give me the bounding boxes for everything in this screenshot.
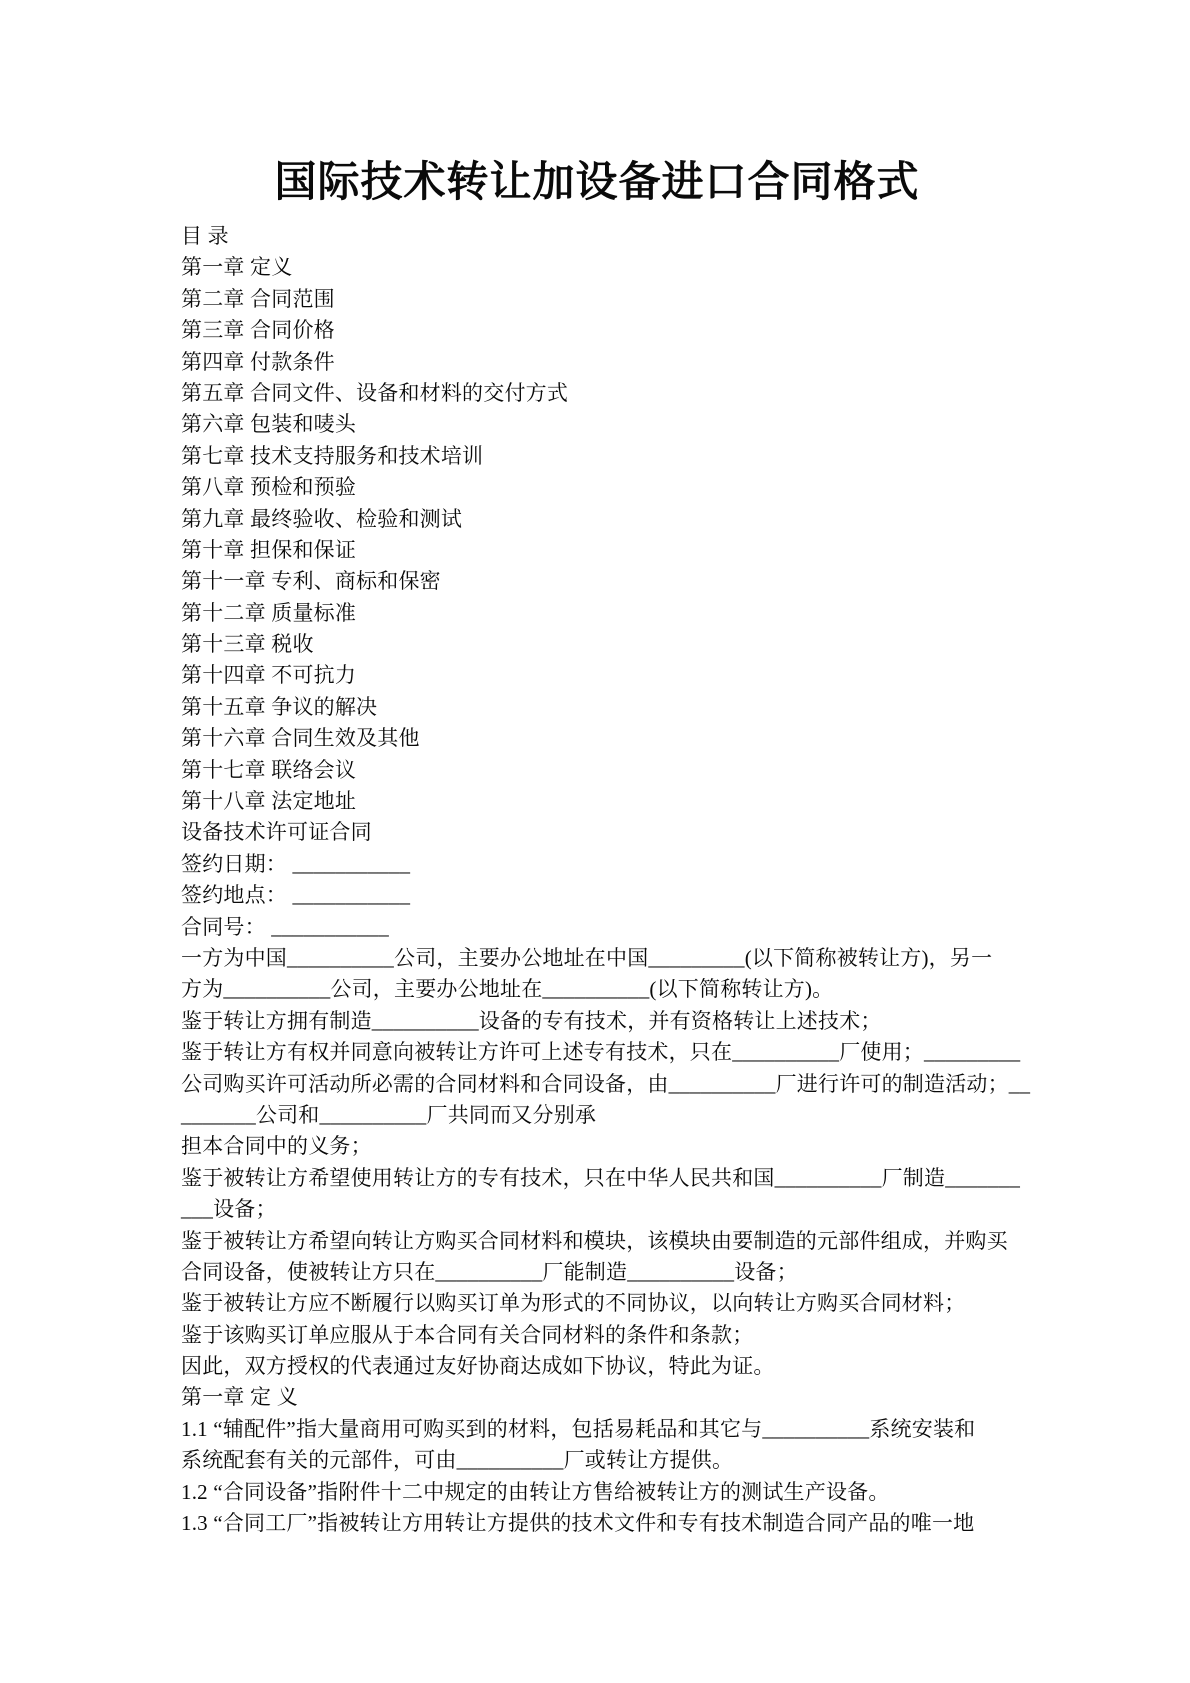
toc-item-chapter-16: 第十六章 合同生效及其他 — [181, 726, 420, 751]
toc-item-chapter-3: 第三章 合同价格 — [181, 318, 335, 343]
preamble-line-8: 鉴于被转让方希望使用转让方的专有技术，只在中华人民共和国__________厂制造_______ — [181, 1165, 1021, 1190]
clause-1-2-line-1: 1.2 “合同设备”指附件十二中规定的由转让方售给被转让方的测试生产设备。 — [181, 1479, 890, 1504]
document-body — [181, 221, 1031, 1539]
document-title: 国际技术转让加设备进口合同格式 — [274, 160, 920, 206]
preamble-line-11: 合同设备，使被转让方只在__________厂能制造__________设备； — [181, 1259, 798, 1284]
preamble-line-4: 鉴于转让方有权并同意向被转让方许可上述专有技术，只在__________厂使用；_________ — [181, 1040, 1021, 1065]
clause-1-3-line-1: 1.3 “合同工厂”指被转让方用转让方提供的技术文件和专有技术制造合同产品的唯一地 — [181, 1511, 975, 1536]
preamble-line-3: 鉴于转让方拥有制造__________设备的专有技术，并有资格转让上述技术； — [181, 1008, 882, 1033]
preamble-line-12: 鉴于被转让方应不断履行以购买订单为形式的不同协议，以向转让方购买合同材料； — [181, 1291, 966, 1316]
preamble-line-5: 公司购买许可活动所必需的合同材料和合同设备，由__________厂进行许可的制造活动；__ — [181, 1071, 1031, 1096]
toc-item-chapter-2: 第二章 合同范围 — [181, 286, 335, 311]
toc-item-chapter-18: 第十八章 法定地址 — [181, 789, 357, 814]
preamble-line-10: 鉴于被转让方希望向转让方购买合同材料和模块，该模块由要制造的元部件组成，并购买 — [181, 1228, 1008, 1253]
toc-item-chapter-4: 第四章 付款条件 — [181, 349, 335, 374]
clause-1-1-line-1: 1.1 “辅配件”指大量商用可购买到的材料，包括易耗品和其它与__________系统安装和 — [181, 1416, 976, 1441]
toc-item-chapter-15: 第十五章 争议的解决 — [181, 694, 378, 719]
toc-item-chapter-7: 第七章 技术支持服务和技术培训 — [181, 443, 484, 468]
toc-item-chapter-10: 第十章 担保和保证 — [181, 537, 357, 562]
toc-item-chapter-1: 第一章 定义 — [181, 255, 293, 280]
preamble-line-13: 鉴于该购买订单应服从于本合同有关合同材料的条件和条款； — [181, 1322, 754, 1347]
toc-item-chapter-5: 第五章 合同文件、设备和材料的交付方式 — [181, 380, 569, 405]
field-contract-number: 合同号： ___________ — [181, 914, 389, 939]
contract-subtitle: 设备技术许可证合同 — [181, 820, 372, 845]
chapter1-heading: 第一章 定 义 — [181, 1385, 298, 1410]
field-signing-place: 签约地点： ___________ — [181, 883, 411, 908]
preamble-line-1: 一方为中国__________公司，主要办公地址在中国_________(以下简称被转让方)，另一 — [181, 945, 993, 970]
toc-item-chapter-13: 第十三章 税收 — [181, 632, 314, 657]
toc-item-chapter-11: 第十一章 专利、商标和保密 — [181, 569, 441, 594]
toc-heading: 目 录 — [181, 224, 229, 248]
preamble-line-6: _______公司和__________厂共同而又分别承 — [181, 1102, 597, 1127]
preamble-line-7: 担本合同中的义务； — [181, 1134, 372, 1159]
toc-item-chapter-14: 第十四章 不可抗力 — [181, 663, 357, 688]
toc-item-chapter-6: 第六章 包装和唛头 — [181, 412, 357, 437]
field-signing-date: 签约日期： ___________ — [181, 851, 411, 876]
toc-item-chapter-12: 第十二章 质量标准 — [181, 600, 357, 625]
toc-item-chapter-9: 第九章 最终验收、检验和测试 — [181, 506, 463, 531]
toc-item-chapter-8: 第八章 预检和预验 — [181, 475, 357, 500]
preamble-line-14: 因此，双方授权的代表通过友好协商达成如下协议，特此为证。 — [181, 1354, 775, 1379]
preamble-line-2: 方为__________公司，主要办公地址在__________(以下简称转让方)。 — [181, 977, 834, 1002]
preamble-line-9: ___设备； — [181, 1197, 277, 1222]
clause-1-1-line-2: 系统配套有关的元部件，可由__________厂或转让方提供。 — [181, 1448, 734, 1473]
toc-item-chapter-17: 第十七章 联络会议 — [181, 757, 357, 782]
